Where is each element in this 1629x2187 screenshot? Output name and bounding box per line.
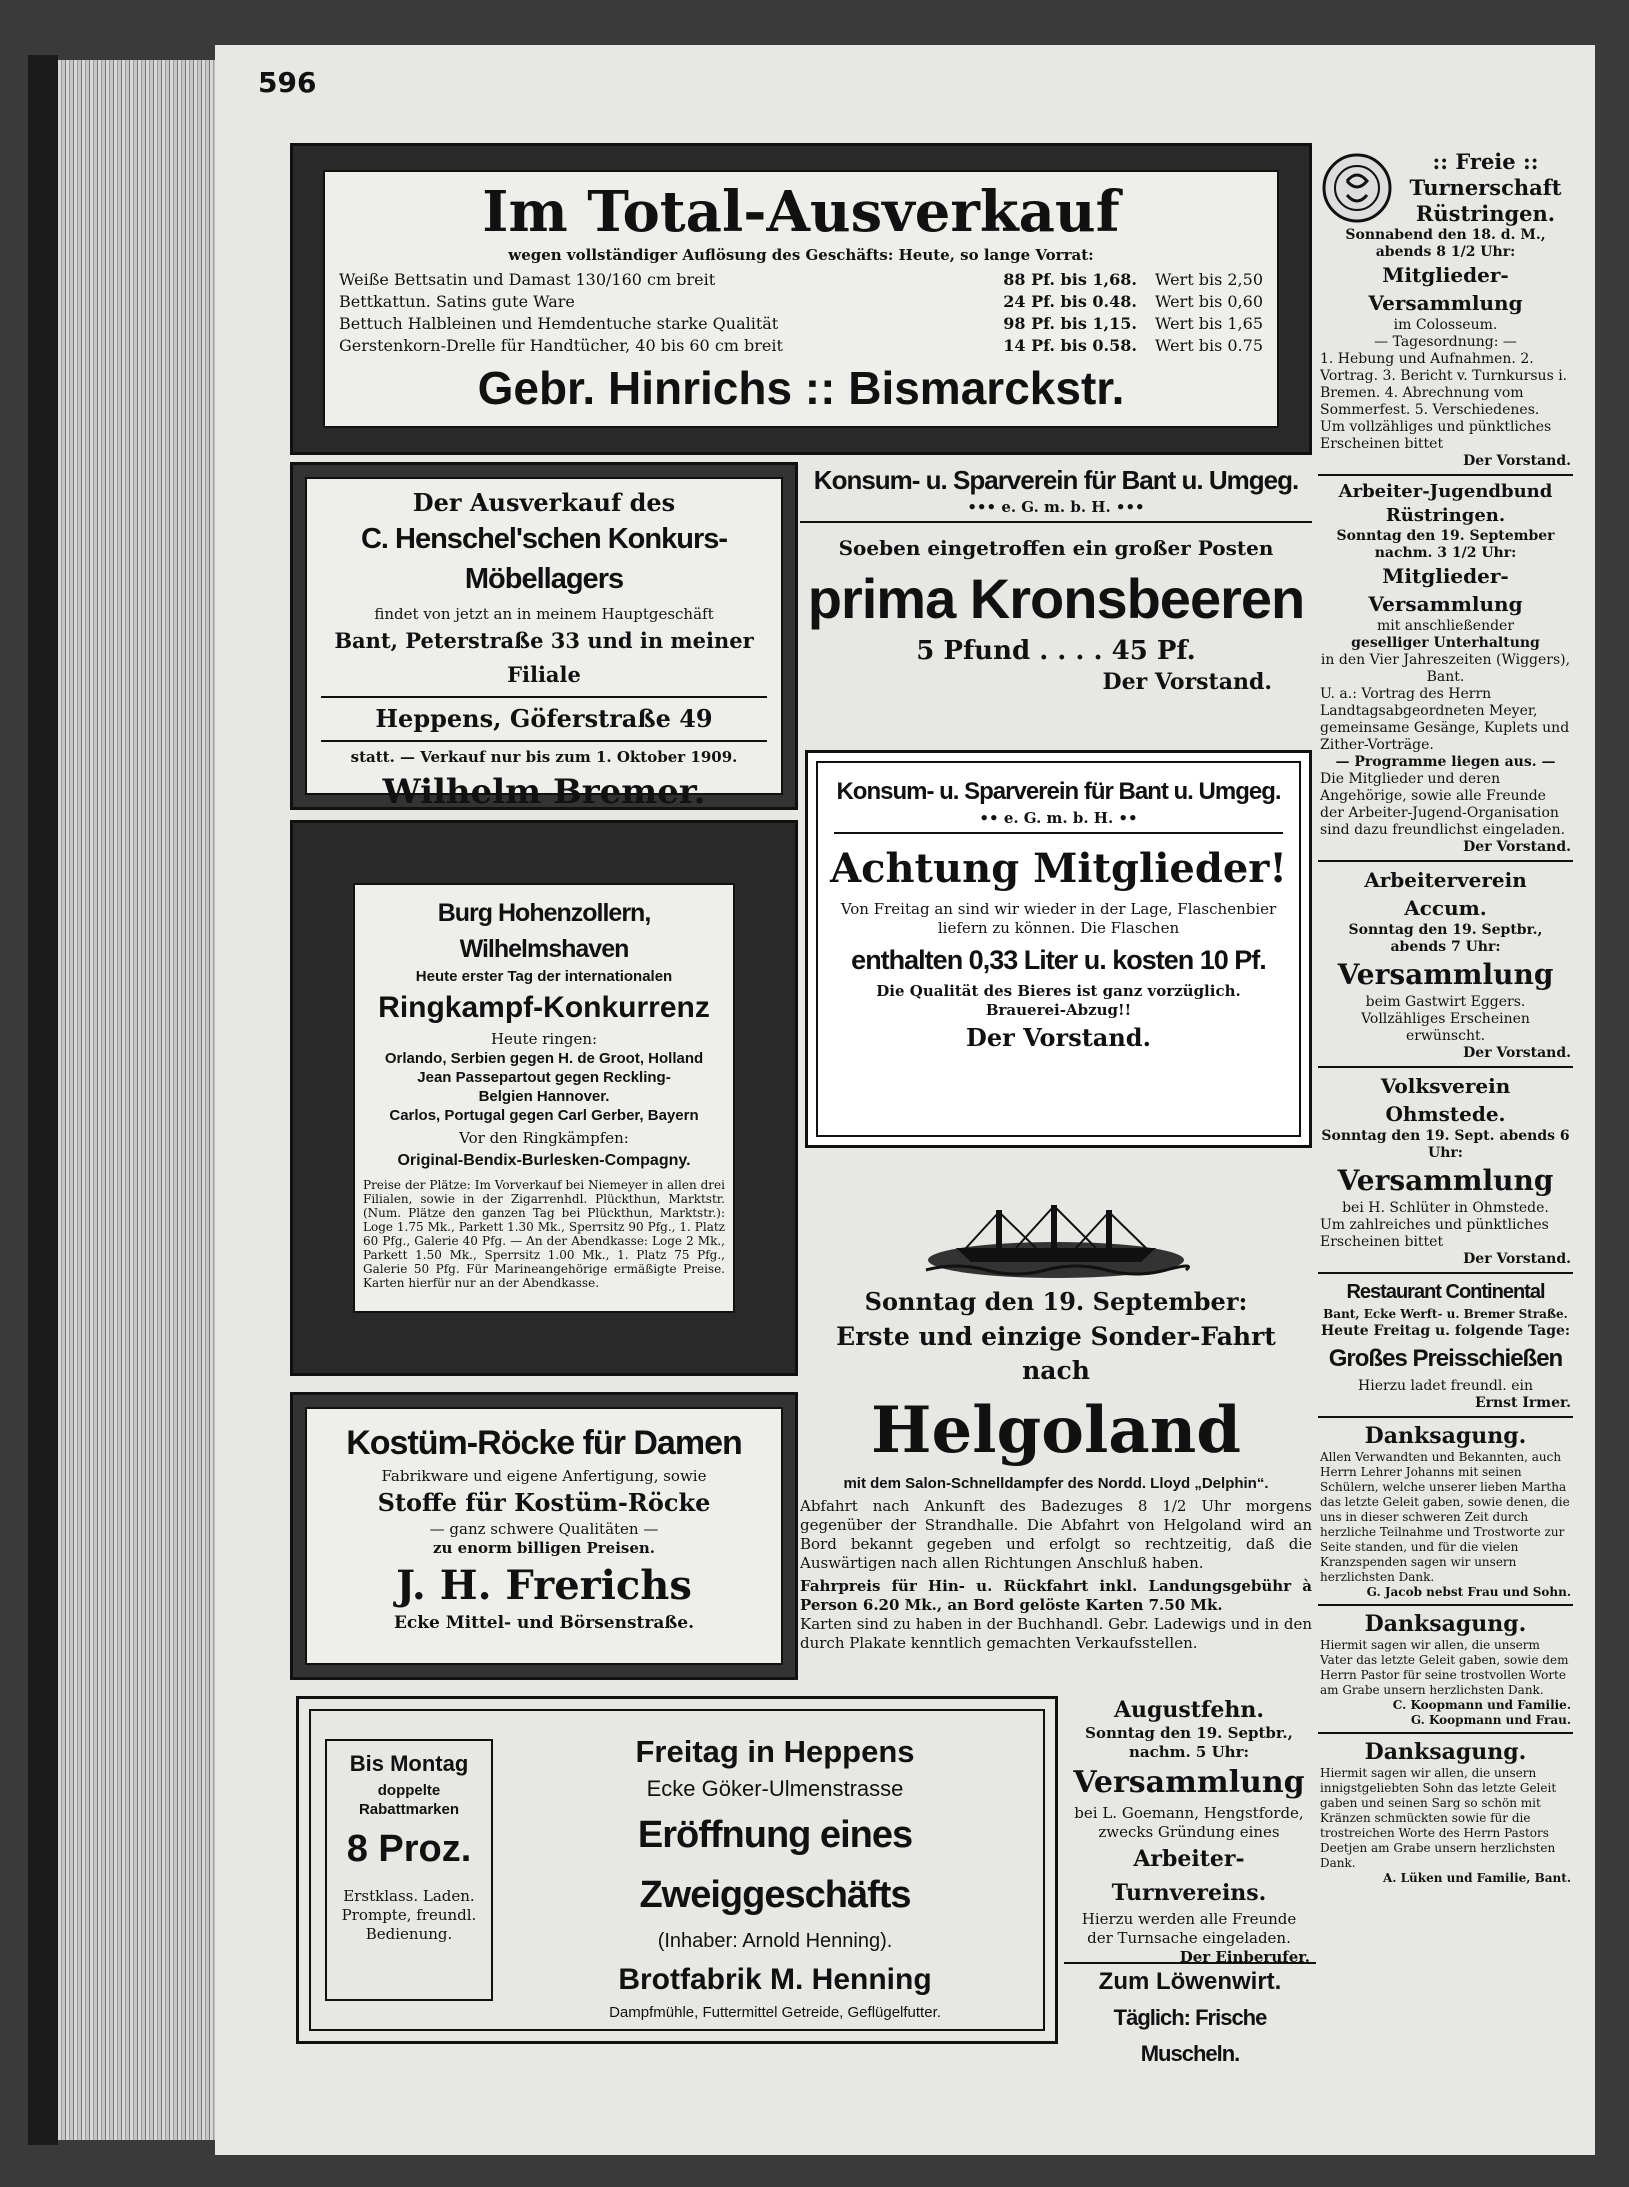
henschel-line: findet von jetzt an in meinem Hauptgeschäft [374, 605, 714, 623]
konsum2-text: Die Qualität des Bieres ist ganz vorzüglich. [876, 982, 1241, 1000]
konsum2-line: •• e. G. m. b. H. •• [979, 809, 1138, 827]
danksagung-text: Allen Verwandten und Bekannten, auch Herrn Lehrer Johanns mit seinen Schülern, welche unserer lieben Martha das letzte Geleit gaben, sowie denen, die uns in dieser schweren Zeit durch herzliche Teilnahme und Trostworte zur Seite standen, und für die vielen Kranzspenden sagen wir unsern herzlichsten Dank. [1320, 1450, 1570, 1584]
danksagung-signature: C. Koopmann und Familie. [1392, 1698, 1571, 1712]
accum-signature: Der Vorstand. [1463, 1045, 1571, 1061]
henning-title: Freitag in Heppens [635, 1734, 915, 1769]
helgoland-headline: Helgoland [871, 1393, 1241, 1468]
continental-address: Bant, Ecke Werft- u. Bremer Straße. [1323, 1307, 1568, 1321]
total-footer: Gebr. Hinrichs :: Bismarckstr. [477, 362, 1125, 414]
kostuem-roecke-ad [290, 1392, 798, 1680]
henschel-ad [290, 462, 798, 810]
henning-company: Brotfabrik M. Henning [618, 1963, 932, 1996]
jugend-text: Die Mitglieder und deren Angehörige, sowie alle Freunde der Arbeiter-Jugend-Organisation sind dazu freundlichst eingeladen. [1320, 771, 1566, 838]
helgoland-text: Abfahrt nach Ankunft des Badezuges 8 1/2 Uhr morgens gegenüber der Strandhalle. Die Abfahrt von Helgoland wird an Bord bekannt gegeben und erfolgt so rechtzeitig, daß die Auswärtigen nach allen Richtungen Anschluß haben. [800, 1497, 1312, 1572]
kostuem-headline: Kostüm-Röcke für Damen [346, 1424, 742, 1462]
jugend-title: Mitglieder-Versammlung [1368, 564, 1523, 616]
henning-side-percent: 8 Proz. [346, 1828, 472, 1870]
page-stack-edge [58, 60, 223, 2140]
accum-header: Arbeiterverein Accum. [1364, 868, 1527, 920]
burg-line: Heute erster Tag der internationalen [415, 968, 673, 985]
helgoland-fare: Fahrpreis für Hin- u. Rückfahrt inkl. Landungsgebühr à Person 6.20 Mk., an Bord gelöste Karten 7.50 Mk. [800, 1577, 1312, 1614]
henning-sidebar [325, 1739, 493, 2001]
danksagung-signature: A. Lüken und Familie, Bant. [1382, 1871, 1571, 1885]
danksagung-title: Danksagung. [1364, 1423, 1527, 1449]
kostuem-stoffe: Stoffe für Kostüm-Röcke [377, 1488, 711, 1517]
turner-agenda: 1. Hebung und Aufnahmen. 2. Vortrag. 3. Bericht v. Turnkursus i. Bremen. 4. Abrechnung vom Sommerfest. 5. Verschiedenes. [1320, 351, 1568, 418]
price-row: Gerstenkorn-Drelle für Handtücher, 40 bis 60 cm breit 14 Pf. bis 0.58. Wert bis 0.75 [339, 336, 1263, 355]
henning-ad [296, 1696, 1058, 2044]
right-column [1318, 145, 1573, 1890]
konsum-price: 5 Pfund . . . . 45 Pf. [916, 636, 1196, 666]
danksagung-title: Danksagung. [1364, 1739, 1527, 1765]
augustfehn-headline: Versammlung [1073, 1765, 1305, 1800]
kostuem-line: Fabrikware und eigene Anfertigung, sowie [381, 1467, 707, 1485]
loewenwirt-ad [1064, 1962, 1316, 2066]
kostuem-line: — ganz schwere Qualitäten — [429, 1520, 659, 1538]
jugend-header: Arbeiter-Jugendbund Rüstringen. [1338, 481, 1553, 526]
jugendbund-notice [1318, 476, 1573, 862]
burg-hohenzollern-ad [290, 820, 798, 1376]
accum-title: Versammlung [1337, 958, 1554, 991]
continental-invite: Hierzu ladet freundl. ein [1358, 1378, 1533, 1394]
augustfehn-text: Hierzu werden alle Freunde der Turnsache eingeladen. [1081, 1910, 1297, 1947]
danksagung-jacob [1318, 1418, 1573, 1606]
henning-owner: (Inhaber: Arnold Henning). [657, 1930, 893, 1952]
jugend-place: in den Vier Jahreszeiten (Wiggers), Bant. [1320, 652, 1571, 685]
konsum2-text: Von Freitag an sind wir wieder in der Lage, Flaschenbier liefern zu können. Die Flaschen [840, 900, 1277, 937]
burg-bout: Orlando, Serbien gegen H. de Groot, Holland [384, 1050, 704, 1067]
kostuem-line: zu enorm billigen Preisen. [432, 1539, 656, 1557]
henschel-branch: Heppens, Göferstraße 49 [375, 704, 713, 733]
konsum2-header: Konsum- u. Sparverein für Bant u. Umgeg. [836, 778, 1281, 805]
augustfehn-signature: Der Einberufer. [1179, 1948, 1310, 1966]
total-subtitle: wegen vollständiger Auflösung des Geschäfts: Heute, so lange Vorrat: [508, 246, 1094, 264]
burg-bout: Belgien Hannover. [478, 1088, 610, 1105]
continental-signature: Ernst Irmer. [1474, 1395, 1571, 1411]
konsum-product: prima Kronsbeeren [807, 567, 1305, 630]
konsum-line: ••• e. G. m. b. H. ••• [967, 498, 1145, 516]
konsum-mitglieder-ad [805, 750, 1312, 1148]
turner-place: im Colosseum. [1393, 317, 1498, 333]
henning-main [507, 1711, 1043, 2029]
turner-emblem-icon [1320, 151, 1394, 225]
jugend-sub: geselliger Unterhaltung [1351, 635, 1540, 651]
ohmstede-date: Sonntag den 19. Sept. abends 6 Uhr: [1321, 1128, 1570, 1161]
konsum2-headline: Achtung Mitglieder! [830, 845, 1287, 892]
accum-place: beim Gastwirt Eggers. [1365, 994, 1526, 1010]
loewenwirt-offer: Täglich: Frische Muscheln. [1113, 2005, 1267, 2066]
steamship-illustration [926, 1190, 1186, 1280]
jugend-signature: Der Vorstand. [1463, 839, 1571, 855]
total-ausverkauf-ad [290, 143, 1312, 455]
ohmstede-note: Um zahlreiches und pünktliches Erscheinen bittet [1320, 1217, 1549, 1250]
jugend-text: U. a.: Vortrag des Herrn Landtagsabgeordneten Meyer, gemeinsame Gesänge, Kuplets und Zither-Vorträge. [1320, 686, 1570, 753]
total-price-list [325, 269, 1277, 357]
accum-notice [1318, 862, 1573, 1068]
henschel-line: Der Ausverkauf des [412, 488, 676, 517]
book-spine [28, 55, 58, 2145]
continental-title: Großes Preisschießen [1328, 1345, 1563, 1372]
turner-signature: Der Vorstand. [1463, 453, 1571, 469]
price-row: Bettkattun. Satins gute Ware 24 Pf. bis 0.48. Wert bis 0,60 [339, 292, 1263, 311]
konsum-header: Konsum- u. Sparverein für Bant u. Umgeg. [813, 465, 1299, 495]
turner-header: :: Freie :: Turnerschaft Rüstringen. [1409, 149, 1562, 226]
augustfehn-text: bei L. Goemann, Hengstforde, zwecks Gründung eines [1074, 1804, 1304, 1841]
turnerschaft-notice [1318, 145, 1573, 476]
ohmstede-place: bei H. Schlüter in Ohmstede. [1342, 1200, 1549, 1216]
konsum2-offer: enthalten 0,33 Liter u. kosten 10 Pf. [851, 945, 1266, 975]
henning-side-line: doppelte Rabattmarken [358, 1782, 460, 1818]
loewenwirt-title: Zum Löwenwirt. [1098, 1968, 1282, 1995]
kostuem-address: Ecke Mittel- und Börsenstraße. [393, 1613, 695, 1633]
price-row: Weiße Bettsatin und Damast 130/160 cm breit 88 Pf. bis 1,68. Wert bis 2,50 [339, 270, 1263, 289]
konsum-kronsbeeren-ad [800, 462, 1312, 742]
burg-bout: Jean Passepartout gegen Reckling- [417, 1069, 671, 1086]
burg-bout: Carlos, Portugal gegen Carl Gerber, Bayern [389, 1107, 699, 1124]
konsum2-signature: Der Vorstand. [966, 1023, 1151, 1052]
accum-date: Sonntag den 19. Septbr., abends 7 Uhr: [1348, 922, 1543, 955]
helgoland-line: Erste und einzige Sonder-Fahrt nach [836, 1322, 1276, 1385]
danksagung-koopmann [1318, 1606, 1573, 1734]
turner-note: Um vollzähliges und pünktliches Erscheinen bittet [1320, 419, 1552, 452]
turner-agenda-head: — Tagesordnung: — [1374, 334, 1517, 350]
burg-line: Vor den Ringkämpfen: [459, 1129, 629, 1147]
konsum-signature: Der Vorstand. [1102, 669, 1272, 695]
turner-title: Mitglieder-Versammlung [1368, 263, 1523, 315]
page-number: 596 [258, 66, 317, 99]
henschel-line: statt. — Verkauf nur bis zum 1. Oktober 1909. [350, 748, 738, 766]
ohmstede-signature: Der Vorstand. [1463, 1251, 1571, 1267]
danksagung-signature: G. Koopmann und Frau. [1410, 1713, 1571, 1727]
accum-note: Vollzähliges Erscheinen erwünscht. [1361, 1011, 1530, 1044]
henschel-address: Bant, Peterstraße 33 und in meiner Filiale [334, 628, 754, 687]
burg-prices: Preise der Plätze: Im Vorverkauf bei Niemeyer in allen drei Filialen, sowie in der Zigarrenhdl. Plückthun, Marktstr. (Num. Plätze den ganzen Tag bei Plückthun, Marktstr.): Loge 1.75 Mk., Parkett 1.30 Mk., Sperrsitz 90 Pfg., 1. Platz 60 Pfg., Galerie 40 Pfg. — An der Abendkasse: Loge 2 Mk., Parkett 1.50 Mk., Sperrsitz 1.00 Mk., 1. Platz 75 Pfg., Galerie 50 Pfg. Für Marineangehörige ermäßigte Preise. Karten hierfür nur an der Abendkasse. [363, 1178, 725, 1290]
henning-headline: Eröffnung eines Zweiggeschäfts [637, 1814, 913, 1916]
augustfehn-title: Augustfehn. [1113, 1697, 1265, 1723]
konsum2-text: Brauerei-Abzug!! [985, 1001, 1132, 1019]
helgoland-ad [800, 1190, 1312, 1678]
henning-line: Ecke Göker-Ulmenstrasse [646, 1776, 904, 1801]
burg-line: Heute ringen: [490, 1030, 598, 1048]
helgoland-date: Sonntag den 19. September: [864, 1287, 1248, 1316]
danksagung-text: Hiermit sagen wir allen, die unserm Vater das letzte Geleit gaben, sowie dem Herrn Pastor für seine trostvollen Worte am Grabe unsern herzlichsten Dank. [1320, 1638, 1569, 1697]
ohmstede-header: Volksverein Ohmstede. [1380, 1074, 1511, 1126]
jugend-programme: — Programme liegen aus. — [1335, 754, 1556, 770]
danksagung-title: Danksagung. [1364, 1611, 1527, 1637]
helgoland-text: Karten sind zu haben in der Buchhandl. Gebr. Ladewigs und in den durch Plakate kenntlich gemachten Verkaufsstellen. [800, 1615, 1312, 1652]
continental-days: Heute Freitag u. folgende Tage: [1320, 1323, 1571, 1339]
augustfehn-club: Arbeiter-Turnvereins. [1111, 1846, 1267, 1906]
price-row: Bettuch Halbleinen und Hemdentuche starke Qualität 98 Pf. bis 1,15. Wert bis 1,65 [339, 314, 1263, 333]
augustfehn-ad [1064, 1696, 1314, 1966]
ohmstede-title: Versammlung [1337, 1164, 1554, 1197]
jugend-line: mit anschließender [1376, 618, 1515, 634]
total-title: Im Total-Ausverkauf [482, 179, 1120, 245]
augustfehn-date: Sonntag den 19. Septbr., nachm. 5 Uhr: [1085, 1724, 1293, 1761]
burg-title: Burg Hohenzollern, Wilhelmshaven [437, 899, 651, 963]
continental-header: Restaurant Continental [1346, 1281, 1545, 1303]
turner-date: Sonnabend den 18. d. M., abends 8 1/2 Uhr: [1345, 227, 1546, 260]
henning-side-text: Erstklass. Laden. Prompte, freundl. Bedienung. [341, 1887, 477, 1943]
henning-side-title: Bis Montag [349, 1751, 469, 1776]
kostuem-signature: J. H. Frerichs [396, 1562, 692, 1609]
continental-notice [1318, 1274, 1573, 1418]
danksagung-text: Hiermit sagen wir allen, die unsern innigstgeliebten Sohn das letzte Geleit gaben und seinen Sarg so schön mit Kränzen schmückten sowie für die trostreichen Worte des Herrn Pastors Deetjen am Grabe unsern herzlichsten Dank. [1320, 1766, 1557, 1870]
konsum-line: Soeben eingetroffen ein großer Posten [838, 536, 1274, 560]
jugend-date: Sonntag den 19. September nachm. 3 1/2 Uhr: [1336, 528, 1555, 561]
helgoland-ship: mit dem Salon-Schnelldampfer des Nordd. Lloyd „Delphin“. [843, 1475, 1269, 1492]
ohmstede-notice [1318, 1068, 1573, 1274]
burg-headline: Ringkampf-Konkurrenz [378, 991, 710, 1024]
henschel-signature: Wilhelm Bremer. [382, 772, 706, 812]
burg-company: Original-Bendix-Burlesken-Compagny. [397, 1152, 691, 1169]
henning-line: Dampfmühle, Futtermittel Getreide, Geflügelfutter. [609, 2004, 941, 2021]
danksagung-signature: G. Jacob nebst Frau und Sohn. [1366, 1585, 1571, 1599]
henschel-headline: C. Henschel'schen Konkurs-Möbellagers [360, 523, 728, 595]
danksagung-lueken [1318, 1734, 1573, 1890]
